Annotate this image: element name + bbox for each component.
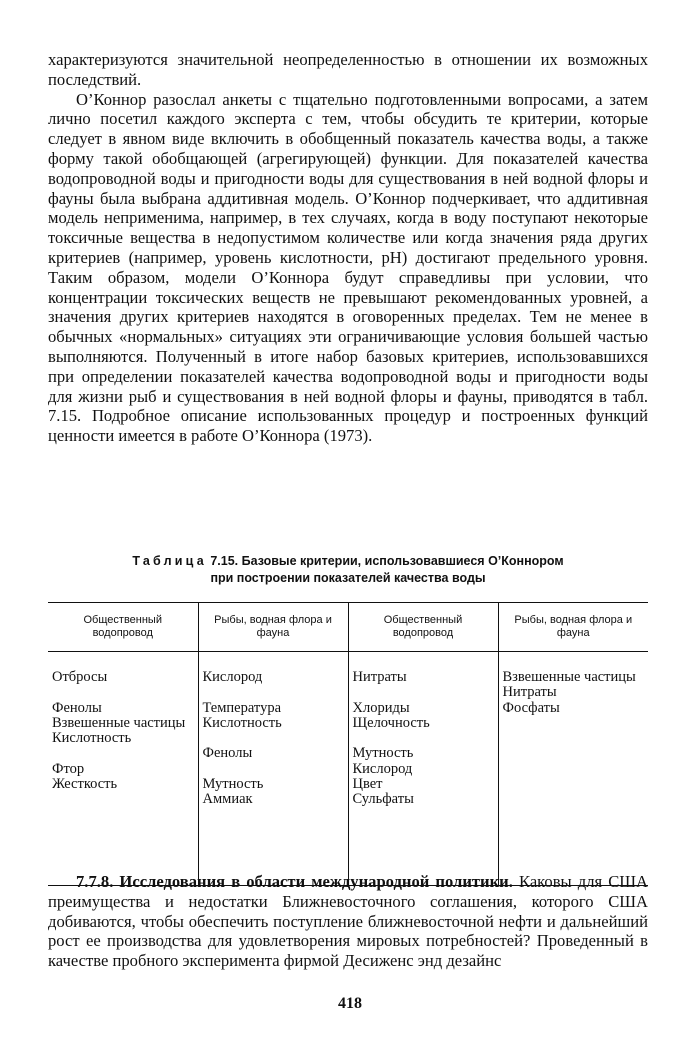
section-7-7-8	[48, 872, 648, 971]
table-caption-title: 7.15. Базовые критерии, использовавшиеся О’Коннором	[210, 554, 564, 568]
table-cell: Сульфаты	[352, 791, 414, 808]
table-caption-line2: при построении показателей качества воды	[210, 571, 486, 585]
table-cell: Кислород	[202, 669, 263, 685]
table-cell: Отбросы	[52, 669, 108, 685]
table-header-cell: Рыбы, водная флора и фауна	[198, 603, 348, 652]
table-header-cell: Общественный водопровод	[348, 603, 498, 652]
table-cell: Кислород	[352, 760, 413, 777]
table-cell: Нитраты	[352, 669, 407, 685]
table-cell: Мутность	[352, 745, 414, 762]
table-cell: Мутность	[202, 776, 264, 793]
intro-text	[48, 50, 648, 446]
table-cell: Кислотность	[202, 714, 282, 731]
table-cell: Взвешенные частицы	[52, 714, 186, 731]
table-cell-gap	[52, 746, 192, 761]
table-cell: Нитраты	[502, 684, 557, 701]
table-cell-gap	[203, 685, 342, 700]
table-cell: Аммиак	[202, 791, 253, 808]
table-cell-gap	[52, 685, 192, 700]
section-paragraph	[48, 872, 648, 971]
table-cell: Хлориды	[352, 699, 410, 716]
table-row	[48, 652, 648, 886]
table-cell: Фосфаты	[502, 699, 560, 716]
table-column-2	[348, 652, 498, 886]
continuation-paragraph: характеризуются значительной неопределенностью в отношении их возможных последствий.	[48, 50, 648, 89]
table-cell: Кислотность	[52, 730, 132, 747]
section-title: Исследования в области международной политики.	[119, 872, 513, 891]
section-body: Каковы для США преимущества и недостатки Ближневосточного соглашения, которого США добиваются, чтобы обеспечить поступление ближневосточной нефти и дальнейший рост ее производства для удовлетворения мировых потребностей? Проведенный в качестве пробного эксперимента фирмой Десиженс энд дезайнс	[48, 872, 648, 971]
table-cell-gap	[353, 685, 492, 700]
table-cell-gap	[203, 731, 342, 746]
table-caption-label: Таблица	[132, 554, 207, 568]
oconnor-paragraph: О’Коннор разослал анкеты с тщательно подготовленными вопросами, а затем лично посетил каждого эксперта с тем, чтобы обсудить те критерии, которые следует в явном виде включить в обобщенный показатель качества воды, а также форму такой обобщающей (агрегирующей) функции. Для показателей качества водопроводной воды и пригодности воды для существования в ней водной флоры и фауны была выбрана аддитивная модель. О’Коннор подчеркивает, что аддитивная модель неприменима, например, в тех случаях, когда в воду поступают некоторые токсичные вещества в недопустимом количестве или когда значения ряда других критериев (например, уровень кислотности, pH) достигают предельного уровня. Таким образом, модели О’Коннора будут справедливы при условии, что концентрации токсических веществ не превышают рекомендованных уровней, а значения других критериев находятся в оговоренных пределах. Тем не менее в обычных «нормальных» ситуациях эти ограничивающие условия большей частью выполняются. Полученный в итоге набор базовых критериев, использовавшихся при определении показателей качества водопроводной воды и пригодности воды для жизни рыб и существования в ней водной флоры и фауны, приводятся в табл. 7.15. Подробное описание использованных процедур и построенных функций ценности имеется в работе О’Коннора (1973).	[48, 89, 648, 446]
table-column-1	[198, 652, 348, 886]
table-cell: Щелочность	[352, 714, 430, 731]
table-cell: Фенолы	[202, 745, 253, 762]
table-cell-gap	[353, 731, 492, 746]
table-cell: Взвешенные частицы	[502, 669, 636, 685]
table-header-cell: Рыбы, водная флора и фауна	[498, 603, 648, 652]
table-caption	[48, 553, 648, 587]
table-cell: Фтор	[52, 760, 85, 777]
table-cell: Фенолы	[52, 699, 102, 716]
table-cell: Температура	[202, 699, 282, 716]
table-cell: Жесткость	[52, 776, 118, 793]
page-number: 418	[338, 995, 362, 1012]
table-column-0	[48, 652, 198, 886]
table-column-3	[498, 652, 648, 886]
criteria-table	[48, 602, 648, 886]
table-caption-line1	[48, 553, 648, 570]
table-header-cell: Общественный водопровод	[48, 603, 198, 652]
table-cell: Цвет	[352, 776, 383, 793]
table-cell-gap	[203, 762, 342, 777]
section-number: 7.7.8.	[76, 872, 114, 891]
table-header-row	[48, 603, 648, 652]
